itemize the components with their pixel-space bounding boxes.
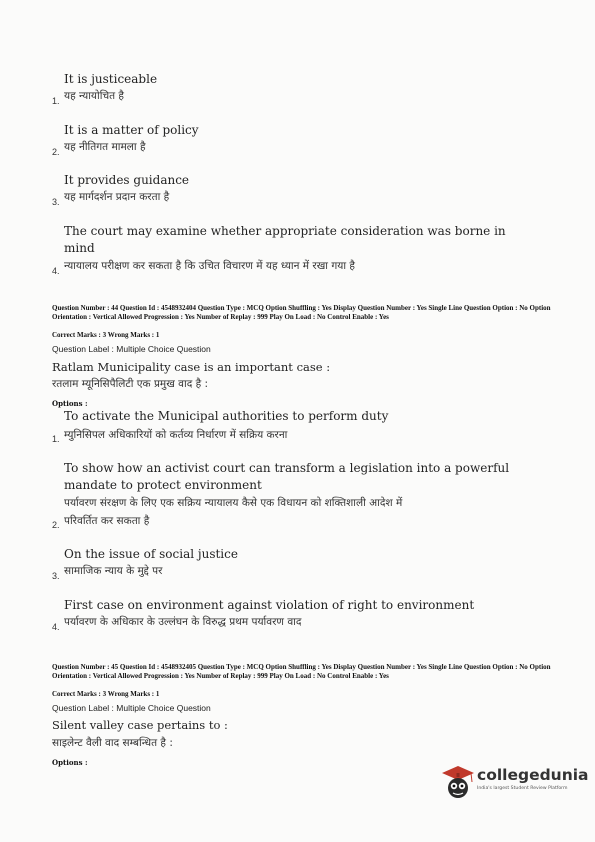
logo-tagline: India's largest Student Review Platform bbox=[477, 786, 568, 791]
option-3-text-en: It provides guidance bbox=[64, 173, 190, 187]
q44-option-3-text-en: On the issue of social justice bbox=[64, 547, 238, 561]
q44-options-title: Options : bbox=[52, 399, 88, 408]
graduate-cap-mascot-icon bbox=[440, 764, 476, 804]
q45-options-title: Options : bbox=[52, 758, 88, 767]
q44-option-2-text-hi-line2: परिवर्तित कर सकता है bbox=[64, 515, 150, 527]
q44-option-2-number: 2. bbox=[52, 520, 60, 530]
q44-option-4-text-en: First case on environment against violation of right to environment bbox=[64, 598, 475, 612]
option-3-number: 3. bbox=[52, 197, 60, 207]
q44-option-1-number: 1. bbox=[52, 434, 60, 444]
q44-option-4-number: 4. bbox=[52, 622, 60, 632]
q44-text-en: Ratlam Municipality case is an important case : bbox=[52, 360, 331, 374]
q44-marks: Correct Marks : 3 Wrong Marks : 1 bbox=[52, 331, 160, 339]
q45-label: Question Label : Multiple Choice Question bbox=[52, 703, 211, 713]
option-2-text-hi: यह नीतिगत मामला है bbox=[64, 141, 146, 153]
q44-option-1-text-en: To activate the Municipal authorities to perform duty bbox=[64, 409, 389, 423]
option-3-text-hi: यह मार्गदर्शन प्रदान करता है bbox=[64, 191, 170, 203]
option-1-text-hi: यह न्यायोचित है bbox=[64, 90, 125, 102]
q45-meta: Question Number : 45 Question Id : 4548932405 Question Type : MCQ Option Shuffling : Yes Display Question Number : Yes Single Line Question Option : No Option Orientation : Vertical Allowed Progression : Yes Number of Replay : 999 Play On Load : No Control Enable : Yes bbox=[52, 663, 551, 680]
q44-option-1-text-hi: म्युनिसिपल अधिकारियों को कर्तव्य निर्धारण में सक्रिय करना bbox=[64, 429, 288, 441]
q44-option-3-text-hi: सामाजिक न्याय के मुद्दे पर bbox=[64, 565, 163, 577]
option-1-number: 1. bbox=[52, 96, 60, 106]
q44-option-3-number: 3. bbox=[52, 571, 60, 581]
option-4-text-en-line1: The court may examine whether appropriate consideration was borne in bbox=[64, 224, 506, 238]
option-4-text-hi: न्यायालय परीक्षण कर सकता है कि उचित विचारण में यह ध्यान में रखा गया है bbox=[64, 260, 355, 272]
q44-label: Question Label : Multiple Choice Question bbox=[52, 344, 211, 354]
q44-meta: Question Number : 44 Question Id : 4548932404 Question Type : MCQ Option Shuffling : Yes Display Question Number : Yes Single Line Question Option : No Option Orientation : Vertical Allowed Progression : Yes Number of Replay : 999 Play On Load : No Control Enable : Yes bbox=[52, 304, 551, 321]
option-1-text-en: It is justiceable bbox=[64, 72, 158, 86]
q44-text-hi: रतलाम म्यूनिसिपैलिटी एक प्रमुख वाद है : bbox=[52, 378, 209, 390]
q44-option-2-text-hi-line1: पर्यावरण संरक्षण के लिए एक सक्रिय न्यायालय कैसे एक विधायन को शक्तिशाली आदेश में bbox=[64, 497, 403, 509]
collegedunia-logo bbox=[440, 764, 589, 804]
logo-name: collegedunia bbox=[477, 766, 589, 784]
q44-option-4-text-hi: पर्यावरण के अधिकार के उल्लंघन के विरुद्ध प्रथम पर्यावरण वाद bbox=[64, 616, 302, 628]
option-4-number: 4. bbox=[52, 266, 60, 276]
option-2-number: 2. bbox=[52, 147, 60, 157]
q45-text-en: Silent valley case pertains to : bbox=[52, 718, 228, 732]
option-2-text-en: It is a matter of policy bbox=[64, 123, 199, 137]
q44-option-2-text-en-line1: To show how an activist court can transform a legislation into a powerful bbox=[64, 461, 510, 475]
q44-option-2-text-en-line2: mandate to protect environment bbox=[64, 478, 262, 492]
q45-text-hi: साइलेन्ट वैली वाद सम्बन्धित है : bbox=[52, 737, 173, 749]
option-4-text-en-line2: mind bbox=[64, 241, 95, 255]
q45-marks: Correct Marks : 3 Wrong Marks : 1 bbox=[52, 690, 160, 698]
